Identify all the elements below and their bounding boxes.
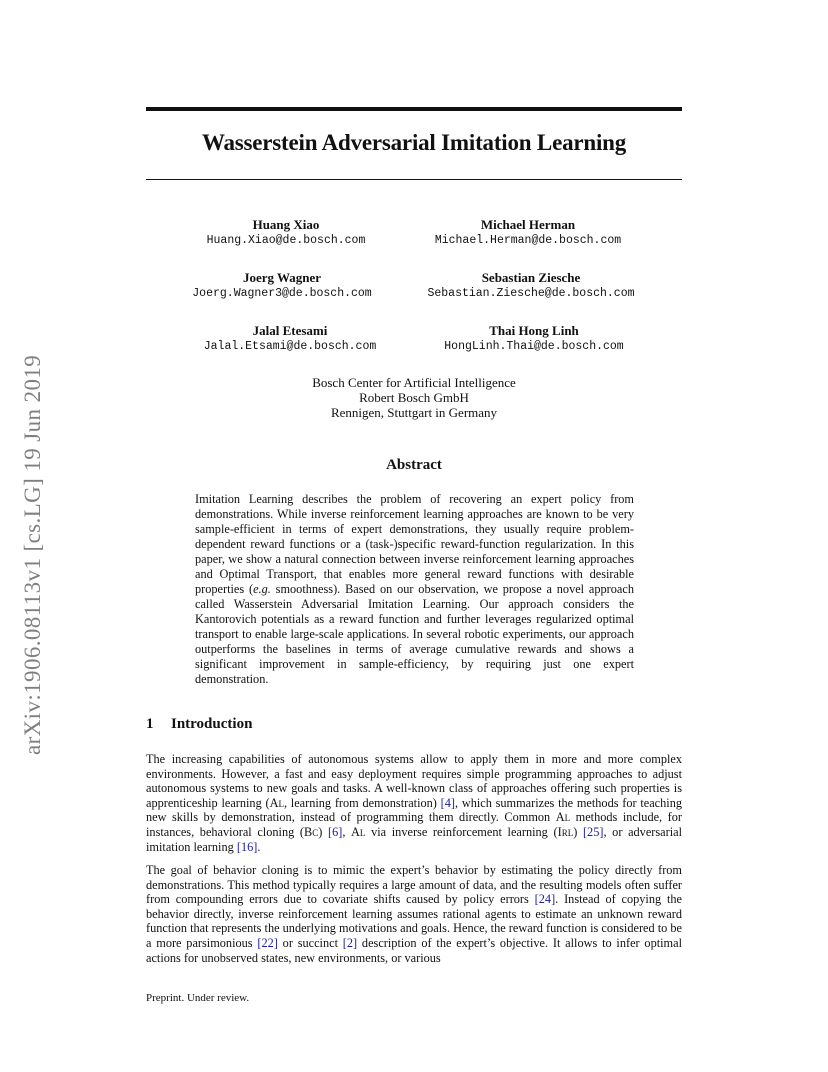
paper-title: Wasserstein Adversarial Imitation Learning bbox=[201, 130, 627, 155]
author-email[interactable]: Sebastian.Ziesche@de.bosch.com bbox=[427, 287, 635, 300]
section-heading bbox=[146, 716, 252, 733]
title-top-rule bbox=[146, 107, 682, 111]
acronym: Bc bbox=[304, 824, 319, 839]
paragraph-text: . Instead of copying the behavior directly, inverse reinforcement learning assumes rational agents to estimate an unknown reward function that represents the underlying motivations and goals. Hence, the reward function is considered to be a more parsimonious bbox=[146, 892, 683, 950]
title-bottom-rule bbox=[146, 179, 682, 180]
author-block bbox=[378, 217, 678, 249]
author-name: Jalal Etesami bbox=[252, 323, 328, 338]
paragraph-text: . bbox=[257, 839, 261, 854]
affiliation-line: Rennigen, Stuttgart in Germany bbox=[330, 405, 498, 420]
author-name: Joerg Wagner bbox=[242, 270, 322, 285]
section-title: Introduction bbox=[171, 716, 253, 732]
abstract-text-part: Imitation Learning describes the problem of recovering an expert policy from demonstrations. While inverse reinforcement learning approaches are known to be very sample-efficient in terms of expert demonstrations, they usually require problem-dependent reward functions or a (task-)specific reward-function regularization. In this paper, we show a natural connection between inverse reinforcement learning approaches and Optimal Transport, that enables more general reward functions with desirable properties ( bbox=[195, 492, 634, 596]
arxiv-identifier[interactable]: arXiv:1906.08113v1 [cs.LG] 19 Jun 2019 bbox=[20, 354, 45, 755]
author-block bbox=[384, 323, 684, 355]
citation-link[interactable]: [24] bbox=[534, 892, 556, 907]
author-email[interactable]: HongLinh.Thai@de.bosch.com bbox=[444, 340, 624, 353]
affiliation bbox=[146, 375, 682, 420]
section-number: 1 bbox=[146, 716, 154, 732]
abstract-text-part: smoothness). Based on our observation, we propose a novel approach called Wasserstein Adversarial Imitation Learning. Our approach considers the Kantorovich potentials as a reward function and further leverages regularized optimal transport to enable large-scale applications. In several robotic experiments, our approach outperforms the baselines in terms of average cumulative rewards and shows a significant improvement in sample-efficiency, by requiring just one expert demonstration. bbox=[195, 582, 634, 686]
paragraph-text: description of the expert’s objective. It allows to infer optimal actions for unobserved states, new environments, or various bbox=[146, 935, 682, 965]
citation-link[interactable]: [6] bbox=[327, 824, 343, 839]
preprint-footer: Preprint. Under review. bbox=[146, 992, 250, 1004]
author-email[interactable]: Jalal.Etsami@de.bosch.com bbox=[203, 340, 377, 353]
paragraph-text: methods include, for instances, behavioral cloning ( bbox=[146, 810, 683, 839]
paragraph-text: ) bbox=[318, 824, 328, 839]
paragraph-text: , or adversarial imitation learning bbox=[146, 824, 683, 854]
paragraph-text: The goal of behavior cloning is to mimic the expert’s behavior by estimating the policy directly from demonstrations. This method typically requires a large amount of data, and the resulting models often suffer from compounding errors due to covariate shifts caused by policy errors bbox=[146, 863, 682, 907]
author-name: Sebastian Ziesche bbox=[481, 270, 581, 285]
author-email[interactable]: Michael.Herman@de.bosch.com bbox=[434, 234, 622, 247]
paragraph-text: , which summarizes the methods for teaching new skills by demonstration, instead of programming them directly. Common bbox=[146, 795, 682, 825]
author-name: Thai Hong Linh bbox=[489, 323, 579, 338]
affiliation-line: Bosch Center for Artificial Intelligence bbox=[312, 375, 516, 390]
acronym: Al bbox=[555, 810, 571, 825]
paragraph-text: ) bbox=[573, 824, 583, 839]
paragraph-text: , learning from demonstration) bbox=[283, 795, 441, 810]
intro-paragraph bbox=[146, 863, 682, 965]
intro-paragraph bbox=[146, 752, 682, 854]
acronym: Irl bbox=[557, 824, 574, 839]
paragraph-text: via inverse reinforcement learning ( bbox=[365, 824, 558, 839]
citation-link[interactable]: [22] bbox=[257, 935, 278, 950]
paragraph-text: or succinct bbox=[277, 935, 343, 950]
paragraph-text: The increasing capabilities of autonomous systems allow to apply them in more and more complex environments. However, a fast and easy deployment requires simple programming approaches to adjust autonomous systems to new goals and tasks. A well-known class of approaches offering such properties is apprenticeship learning ( bbox=[146, 752, 682, 810]
acronym: Al bbox=[351, 824, 366, 839]
acronym: Al bbox=[269, 795, 284, 810]
author-email[interactable]: Joerg.Wagner3@de.bosch.com bbox=[192, 287, 372, 300]
abstract-italic: e.g. bbox=[253, 582, 271, 596]
citation-link[interactable]: [4] bbox=[440, 795, 455, 810]
author-name: Michael Herman bbox=[480, 217, 576, 232]
abstract-heading: Abstract bbox=[386, 457, 442, 473]
citation-link[interactable]: [16] bbox=[236, 839, 258, 854]
author-name: Huang Xiao bbox=[252, 217, 320, 232]
citation-link[interactable]: [2] bbox=[342, 935, 358, 950]
author-email[interactable]: Huang.Xiao@de.bosch.com bbox=[206, 234, 366, 247]
affiliation-line: Robert Bosch GmbH bbox=[359, 390, 469, 405]
paragraph-text: , bbox=[342, 824, 352, 839]
citation-link[interactable]: [25] bbox=[582, 824, 604, 839]
author-block bbox=[381, 270, 681, 302]
abstract-text bbox=[195, 492, 634, 687]
